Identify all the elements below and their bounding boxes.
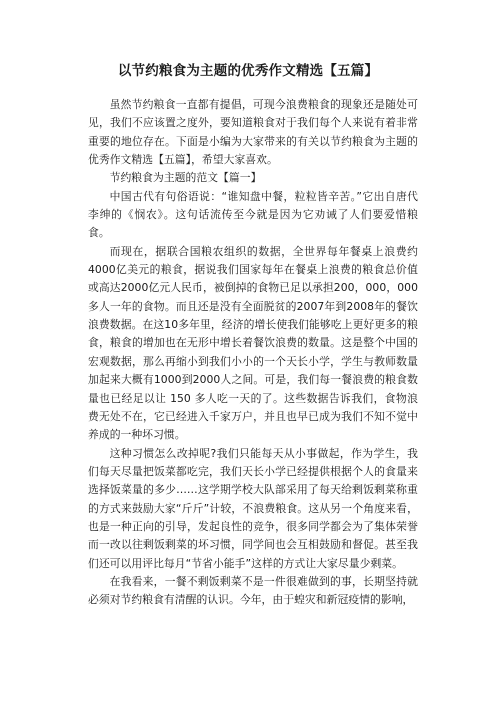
document-title: 以节约粮食为主题的优秀作文精选【五篇】 [117,63,379,79]
intro-paragraph: 虽然节约粮食一直都有提倡，可现今浪费粮食的现象还是随处可见，我们不应该置之度外，要知道粮食对于我们每个人来说有着非常重要的地位存在。下面是小编为大家带来的有关以节约粮食为主题的优秀作文精选【五篇】，希望大家喜欢。 [88,98,418,167]
document-body [88,96,418,610]
body-paragraph: 中国古代有句俗语说：“谁知盘中餐，粒粒皆辛苦。”它出自唐代李绅的《悯农》。这句话流传至今就是因为它劝诫了人们要爱惜粮食。 [88,189,418,240]
body-paragraph: 而现在，据联合国粮农组织的数据，全世界每年餐桌上浪费约4000亿美元的粮食，据说我们国家每年在餐桌上浪费的粮食总价值或高达2000亿元人民币，被倒掉的食物已足以承担200，000，000多人一年的食物。而且还是没有全面脱贫的2007年到2008年的餐饮浪费数据。在这10多年里，经济的增长使我们能够吃上更好更多的粮食，粮食的增加也在无形中增长着餐饮浪费的数量。这是整个中国的宏观数据，那么再缩小到我们小小的一个天长小学，学生与教师数量加起来大概有1000到2000人之间。可是，我们每一餐浪费的粮食数量也已经足以让 150 多人吃一天的了。这些数据告诉我们，食物浪费无处不在，它已经进入千家万户，并且也早已成为我们不知不觉中养成的一种坏习惯。 [88,244,418,442]
section-heading: 节约粮食为主题的范文【篇一】 [109,171,262,185]
body-paragraph: 在我看来，一餐不剩饭剩菜不是一件很难做到的事，长期坚持就必须对节约粮食有清醒的认识。今年，由于蝗灾和新冠疫情的影响， [88,574,418,607]
body-paragraph: 这种习惯怎么改掉呢?我们只能每天从小事做起，作为学生，我们每天尽量把饭菜都吃完，我们天长小学已经提供根据个人的食量来选择饭菜量的多少……这学期学校大队部采用了每天给剩饭剩菜称重的方式来鼓励大家“斤斤”计较，不浪费粮食。这从另一个角度来看，也是一种正向的引导，发起良性的竞争，很多同学都会为了集体荣誉而一改以往剩饭剩菜的坏习惯，同学间也会互相鼓励和督促。甚至我们还可以用评比每月“节省小能手”这样的方式让大家尽量少剩菜。 [88,446,418,570]
